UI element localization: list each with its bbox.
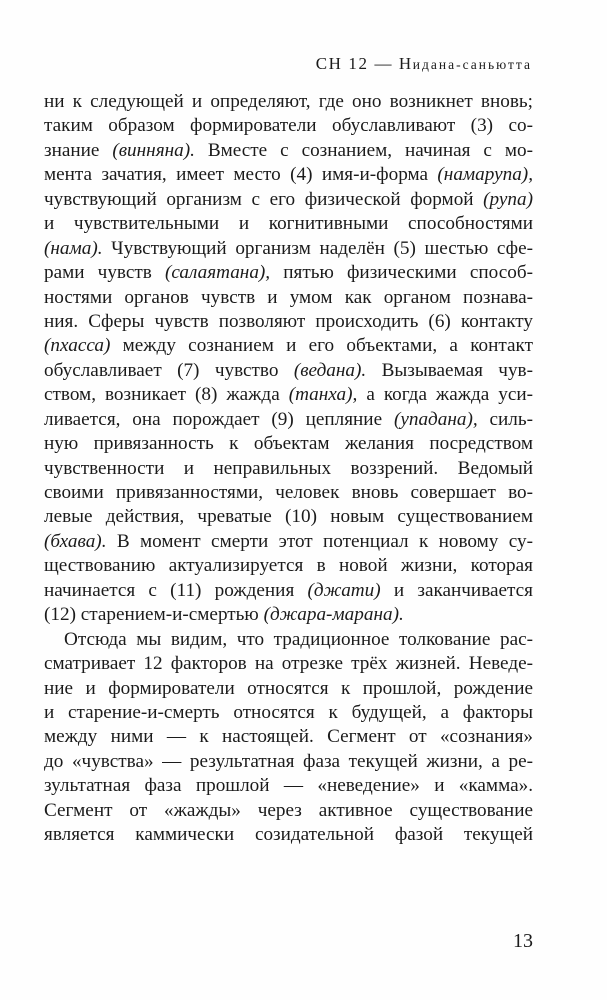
pali-term: (пхасса) [44, 335, 111, 357]
pali-term: (танха), [288, 384, 358, 406]
running-head [316, 54, 532, 74]
pali-term: (винняна). [112, 139, 195, 161]
text-line [44, 457, 533, 481]
text-segment: ния. Сферы чувств позволяют происходить (6) контакту [44, 310, 533, 332]
text-segment: Сегмент от «жажды» через активное существование [44, 799, 533, 821]
text-line [44, 139, 533, 163]
pali-term: (бхава). [44, 530, 107, 552]
text-segment: (12) старением-и-смертью [44, 604, 264, 626]
pali-term: (намарупа), [437, 164, 533, 186]
text-line [44, 652, 533, 676]
text-line [44, 799, 533, 823]
text-segment: ством, возникает (8) жажда [44, 384, 289, 406]
text-segment: и заканчивается [380, 579, 534, 601]
text-segment: Отсюда мы видим, что традиционное толкование рас- [64, 628, 533, 650]
pali-term: (ведана). [293, 359, 367, 381]
text-segment: знание [44, 139, 113, 161]
text-segment: начинается с (11) рождения [44, 579, 308, 601]
text-segment: силь- [477, 408, 534, 430]
text-line [44, 188, 533, 212]
text-line [44, 603, 533, 627]
text-line [44, 823, 533, 847]
text-segment: обуславливает (7) чувство [44, 359, 294, 381]
text-segment: и старение-и-смерть относятся к будущей, а факторы [44, 701, 533, 723]
pali-term: (салаятана), [165, 262, 271, 284]
text-segment: зультатная фаза прошлой — «неведение» и «камма». [44, 775, 533, 797]
pali-term: (джати) [307, 579, 381, 601]
running-head-title-rest: идана-саньютта [412, 57, 532, 72]
text-line [44, 554, 533, 578]
text-segment: сматривает 12 факторов на отрезке трёх жизней. Неведе- [44, 653, 533, 675]
text-line [44, 701, 533, 725]
running-head-prefix: СН 12 — [315, 54, 399, 73]
text-segment: ни к следующей и определяют, где оно возникнет вновь; [44, 91, 533, 112]
text-segment: между ними — к настоящей. Сегмент от «сознания» [44, 726, 533, 748]
text-line [44, 261, 533, 285]
text-segment: мента зачатия, имеет место (4) имя-и-форма [44, 164, 438, 186]
text-line [44, 334, 533, 358]
text-line [44, 90, 533, 114]
text-segment: и чувствительными и когнитивными способностями [44, 213, 533, 235]
text-segment: чувственности и неправильных воззрений. Ведомый [44, 457, 533, 479]
running-head-title-cap: Н [398, 54, 413, 73]
text-line [44, 530, 533, 554]
text-line [44, 114, 533, 138]
text-line [44, 432, 533, 456]
text-segment: ливается, она порождает (9) цепляние [44, 408, 394, 430]
text-line [44, 677, 533, 701]
text-segment: своими привязанностями, человек вновь совершает во- [44, 482, 533, 503]
body-text [44, 90, 533, 848]
text-segment: ние и формирователи относятся к прошлой, рождение [44, 677, 533, 699]
text-segment: Вызываемая чув- [366, 359, 533, 381]
text-line [44, 725, 533, 749]
text-segment: рами чувств [44, 262, 165, 284]
text-segment: между сознанием и его объектами, а контакт [110, 335, 533, 357]
text-segment: Вместе с сознанием, начиная с мо- [194, 139, 533, 161]
pali-term: (упадана), [393, 408, 478, 430]
text-line [44, 579, 533, 603]
pali-term: (нама). [44, 237, 103, 259]
text-line [44, 505, 533, 529]
text-line [44, 163, 533, 187]
text-segment: пятью физическими способ- [270, 262, 533, 284]
pali-term: (джара-марана). [263, 604, 404, 626]
text-line [44, 750, 533, 774]
text-line [44, 408, 533, 432]
text-segment: таким образом формирователи обуславливают (3) со- [44, 115, 533, 137]
text-line [44, 237, 533, 261]
pali-term: (рупа) [483, 188, 533, 210]
text-segment: ностями органов чувств и умом как органом познава- [44, 286, 533, 308]
text-segment: Чувствующий организм наделён (5) шестью сфе- [102, 237, 533, 259]
text-line [44, 628, 533, 652]
text-segment: В момент смерти этот потенциал к новому су- [106, 530, 533, 552]
text-segment: до «чувства» — результатная фаза текущей жизни, а ре- [44, 750, 533, 772]
text-line [44, 359, 533, 383]
text-segment: ществованию актуализируется в новой жизни, которая [44, 555, 533, 577]
page-number: 13 [513, 930, 533, 952]
text-line [44, 310, 533, 334]
text-line [44, 774, 533, 798]
text-segment: а когда жажда уси- [357, 384, 533, 406]
text-line [44, 383, 533, 407]
text-segment: является каммически созидательной фазой текущей [44, 824, 533, 846]
text-segment: чувствующий организм с его физической формой [44, 188, 484, 210]
text-line [44, 212, 533, 236]
text-segment: левые действия, чреватые (10) новым существованием [44, 506, 533, 528]
text-segment: ную привязанность к объектам желания посредством [44, 433, 533, 455]
text-line [44, 286, 533, 310]
text-line [44, 481, 533, 505]
